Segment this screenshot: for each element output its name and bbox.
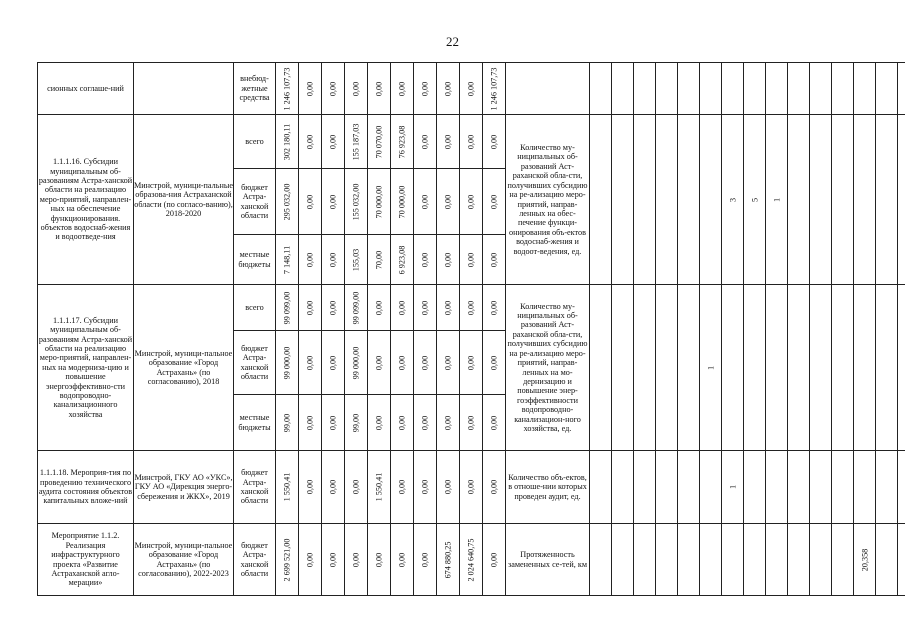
amount-value: 1 246 107,73 (282, 67, 292, 110)
indicator-value-cell (612, 451, 634, 524)
indicator-value: 3 (727, 197, 737, 202)
amount-cell (276, 169, 299, 235)
indicator-value-cell (854, 285, 876, 451)
amount-cell (460, 235, 483, 285)
amount-cell (483, 63, 506, 115)
indicator-value-cell (744, 63, 766, 115)
indicator-value-cell (612, 115, 634, 285)
amount-value: 0,00 (420, 252, 430, 267)
indicator-value-cell (854, 524, 876, 596)
indicator-value-cell (766, 285, 788, 451)
indicator-value-cell (744, 285, 766, 451)
indicator-value-cell (722, 524, 744, 596)
amount-value: 0,00 (328, 134, 338, 149)
amount-cell (299, 331, 322, 395)
amount-cell (322, 285, 345, 331)
indicator-cell: Протяженность замененных се-тей, км (506, 524, 590, 596)
table-row (38, 115, 905, 169)
indicator-value-cell (700, 63, 722, 115)
indicator-value: 5 (749, 197, 759, 202)
amount-value: 0,00 (374, 81, 384, 96)
funding-source-cell: бюджет Астра-ханской области (234, 331, 276, 395)
indicator-cell: Количество му-ниципальных об-разований Аст-раханской обла-сти, получивших субсидию на ре-ализацию меро-приятий, направ-ленных на мо-дернизацию и повышение энер-гоэффективности водопроводно-канализацион-ного хозяйства, ед. (506, 285, 590, 451)
indicator-value-cell (744, 451, 766, 524)
indicator-value-cell (744, 524, 766, 596)
amount-cell (368, 235, 391, 285)
indicator-value-cell (876, 524, 898, 596)
amount-cell (368, 451, 391, 524)
amount-value: 0,00 (489, 552, 499, 567)
amount-cell (276, 63, 299, 115)
amount-cell (299, 524, 322, 596)
amount-value: 70 000,00 (374, 185, 384, 218)
indicator-value-cell (766, 451, 788, 524)
amount-value: 0,00 (466, 300, 476, 315)
indicator-value-cell (700, 285, 722, 451)
amount-cell (460, 451, 483, 524)
amount-cell (437, 285, 460, 331)
funding-source-cell: бюджет Астра-ханской области (234, 524, 276, 596)
amount-cell (276, 235, 299, 285)
amount-cell (299, 395, 322, 451)
amount-value: 674 880,25 (443, 541, 453, 578)
amount-value: 0,00 (374, 415, 384, 430)
indicator-value-cell (590, 63, 612, 115)
indicator-cell: Количество му-ниципальных об-разований Аст-раханской обла-сти, получивших субсидию на ре-ализацию меро-приятий, направ-ленных на обес-печение функци-онирования объ-ектов водоснаб-жения и водоот-ведения, ед. (506, 115, 590, 285)
amount-value: 0,00 (397, 479, 407, 495)
amount-cell (322, 331, 345, 395)
funding-source-cell: бюджет Астра-ханской области (234, 169, 276, 235)
amount-cell (368, 285, 391, 331)
table-row (38, 451, 905, 524)
indicator-value-cell (788, 63, 810, 115)
indicator-value-cell (788, 115, 810, 285)
amount-value: 0,00 (305, 134, 315, 149)
funding-source-cell: внебюд-жетные средства (234, 63, 276, 115)
amount-cell (437, 63, 460, 115)
indicator-value-cell (810, 115, 832, 285)
amount-value: 0,00 (489, 355, 499, 370)
amount-cell (322, 63, 345, 115)
amount-cell (391, 63, 414, 115)
indicator-value-cell (788, 524, 810, 596)
amount-value: 0,00 (443, 194, 453, 209)
amount-value: 0,00 (328, 415, 338, 430)
amount-cell (391, 331, 414, 395)
amount-value: 0,00 (305, 415, 315, 430)
indicator-value-cell (898, 285, 905, 451)
indicator-value-cell (678, 524, 700, 596)
indicator-value-cell (634, 524, 656, 596)
indicator-value-cell (700, 115, 722, 285)
amount-cell (483, 331, 506, 395)
indicator-cell: Количество объ-ектов, в отноше-нии которых проведен аудит, ед. (506, 451, 590, 524)
funding-source-cell: всего (234, 115, 276, 169)
amount-value: 0,00 (328, 552, 338, 567)
amount-cell (437, 395, 460, 451)
amount-value: 0,00 (374, 552, 384, 567)
amount-cell (368, 169, 391, 235)
indicator-value-cell (612, 63, 634, 115)
indicator-value: 1 (771, 197, 781, 202)
amount-value: 6 923,08 (397, 245, 407, 274)
indicator-cell (506, 63, 590, 115)
indicator-value-cell (876, 285, 898, 451)
amount-value: 1 246 107,73 (489, 67, 499, 110)
amount-value: 0,00 (466, 479, 476, 495)
amount-cell (276, 115, 299, 169)
indicator-value-cell (634, 285, 656, 451)
amount-value: 0,00 (420, 81, 430, 96)
amount-cell (299, 451, 322, 524)
amount-cell (391, 285, 414, 331)
amount-value: 0,00 (420, 415, 430, 430)
indicator-value: 1 (705, 365, 715, 370)
indicator-value-cell (832, 285, 854, 451)
amount-value: 0,00 (466, 194, 476, 209)
amount-value: 0,00 (443, 300, 453, 315)
amount-value: 70 000,00 (397, 185, 407, 218)
indicator-value-cell (678, 115, 700, 285)
amount-value: 155 187,03 (351, 123, 361, 160)
amount-cell (483, 285, 506, 331)
amount-value: 2 024 640,75 (466, 538, 476, 581)
amount-cell (414, 169, 437, 235)
amount-cell (483, 169, 506, 235)
indicator-value-cell (766, 115, 788, 285)
amount-value: 0,00 (466, 415, 476, 430)
amount-value: 0,00 (305, 252, 315, 267)
amount-cell (368, 524, 391, 596)
indicator-value-cell (744, 115, 766, 285)
amount-value: 0,00 (328, 252, 338, 267)
amount-cell (414, 524, 437, 596)
indicator-value-cell (612, 524, 634, 596)
amount-cell (483, 524, 506, 596)
table-row (38, 285, 905, 331)
amount-cell (322, 395, 345, 451)
amount-cell (345, 331, 368, 395)
indicator-value: 20,358 (859, 548, 869, 571)
indicator-value-cell (656, 63, 678, 115)
indicator-value-cell (722, 63, 744, 115)
indicator-value-cell (898, 451, 905, 524)
indicator-value-cell (898, 63, 905, 115)
amount-cell (414, 285, 437, 331)
amount-cell (345, 451, 368, 524)
indicator-value-cell (832, 524, 854, 596)
executor-cell: Минстрой, муници-пальные образова-ния Астраханской области (по согласо-ванию), 2018-2020 (134, 115, 234, 285)
page-number: 22 (446, 34, 459, 49)
amount-cell (322, 115, 345, 169)
amount-cell (368, 331, 391, 395)
indicator-value-cell (788, 451, 810, 524)
amount-value: 99,00 (282, 413, 292, 432)
program-table (37, 62, 905, 596)
amount-value: 99 000,00 (282, 346, 292, 379)
amount-value: 0,00 (374, 355, 384, 370)
amount-cell (460, 395, 483, 451)
amount-value: 0,00 (328, 194, 338, 209)
amount-value: 0,00 (305, 81, 315, 96)
amount-cell (299, 285, 322, 331)
amount-cell (345, 115, 368, 169)
amount-value: 0,00 (397, 355, 407, 370)
amount-value: 0,00 (328, 355, 338, 370)
funding-source-cell: всего (234, 285, 276, 331)
amount-value: 2 699 521,00 (282, 538, 292, 581)
amount-value: 0,00 (351, 479, 361, 495)
amount-cell (391, 115, 414, 169)
amount-cell (299, 115, 322, 169)
amount-value: 0,00 (305, 194, 315, 209)
indicator-value-cell (634, 63, 656, 115)
indicator-value-cell (854, 63, 876, 115)
indicator-value-cell (590, 115, 612, 285)
amount-cell (483, 451, 506, 524)
amount-cell (276, 395, 299, 451)
amount-cell (414, 235, 437, 285)
amount-value: 99 000,00 (351, 346, 361, 379)
indicator-value-cell (788, 285, 810, 451)
indicator-value-cell (766, 524, 788, 596)
activity-cell: 1.1.1.18. Мероприя-тия по проведению технического аудита состояния объектов капитальных вложе-ний (38, 451, 134, 524)
indicator-value-cell (656, 524, 678, 596)
indicator-value-cell (854, 451, 876, 524)
funding-source-cell: местные бюджеты (234, 395, 276, 451)
indicator-value-cell (722, 115, 744, 285)
amount-cell (322, 235, 345, 285)
amount-value: 0,00 (443, 252, 453, 267)
activity-cell: 1.1.1.17. Субсидии муниципальным об-разованиям Астра-ханской области на реализацию меро-приятий, направлен-ных на модерниза-цию и повышение энергоэффективно-сти водопроводно-канализационного хозяйства (38, 285, 134, 451)
amount-cell (460, 169, 483, 235)
amount-value: 0,00 (466, 355, 476, 370)
amount-value: 0,00 (420, 355, 430, 370)
amount-cell (414, 395, 437, 451)
amount-cell (414, 63, 437, 115)
amount-value: 1 550,41 (282, 472, 292, 502)
executor-cell: Минстрой, муници-пальное образование «Город Астрахань» (по согласованию), 2022-2023 (134, 524, 234, 596)
amount-value: 0,00 (351, 552, 361, 567)
indicator-value-cell (656, 451, 678, 524)
amount-cell (460, 331, 483, 395)
amount-value: 76 923,08 (397, 125, 407, 158)
indicator-value-cell (590, 524, 612, 596)
amount-cell (391, 451, 414, 524)
indicator-value-cell (656, 115, 678, 285)
amount-cell (437, 235, 460, 285)
amount-cell (414, 115, 437, 169)
amount-cell (276, 331, 299, 395)
amount-cell (322, 169, 345, 235)
amount-cell (368, 63, 391, 115)
amount-cell (276, 524, 299, 596)
amount-cell (460, 524, 483, 596)
amount-value: 0,00 (489, 252, 499, 267)
indicator-value-cell (766, 63, 788, 115)
amount-cell (483, 115, 506, 169)
amount-cell (276, 451, 299, 524)
amount-value: 0,00 (420, 479, 430, 495)
indicator-value-cell (678, 63, 700, 115)
indicator-value-cell (832, 115, 854, 285)
amount-cell (276, 285, 299, 331)
indicator-value-cell (634, 451, 656, 524)
indicator-value-cell (832, 451, 854, 524)
table-row (38, 524, 905, 596)
amount-value: 0,00 (466, 252, 476, 267)
indicator-value-cell (876, 63, 898, 115)
amount-cell (391, 169, 414, 235)
amount-value: 0,00 (420, 552, 430, 567)
amount-value: 0,00 (305, 300, 315, 315)
funding-source-cell: бюджет Астра-ханской области (234, 451, 276, 524)
amount-value: 0,00 (443, 134, 453, 149)
indicator-value-cell (832, 63, 854, 115)
amount-value: 0,00 (351, 81, 361, 96)
indicator-value-cell (876, 451, 898, 524)
amount-value: 99,00 (351, 413, 361, 432)
amount-value: 0,00 (443, 479, 453, 495)
indicator-value-cell (722, 451, 744, 524)
amount-cell (299, 63, 322, 115)
executor-cell (134, 63, 234, 115)
amount-value: 302 180,11 (282, 123, 292, 160)
amount-value: 0,00 (305, 355, 315, 370)
amount-cell (414, 331, 437, 395)
indicator-value-cell (590, 451, 612, 524)
amount-value: 70,00 (374, 250, 384, 269)
amount-value: 0,00 (305, 552, 315, 567)
amount-cell (483, 235, 506, 285)
amount-cell (391, 235, 414, 285)
amount-value: 0,00 (466, 134, 476, 149)
amount-cell (437, 451, 460, 524)
indicator-value-cell (678, 285, 700, 451)
indicator-value-cell (854, 115, 876, 285)
amount-cell (345, 235, 368, 285)
indicator-value-cell (700, 524, 722, 596)
amount-value: 155,03 (351, 248, 361, 271)
activity-cell: 1.1.1.16. Субсидии муниципальным об-разованиям Астра-ханской области на реализацию меро-приятий, направлен-ных на обеспечение функционирования. объектов водоснаб-жения и водоотведе-ния (38, 115, 134, 285)
amount-value: 0,00 (328, 300, 338, 315)
amount-value: 70 070,00 (374, 125, 384, 158)
amount-cell (437, 524, 460, 596)
amount-cell (483, 395, 506, 451)
amount-value: 0,00 (443, 355, 453, 370)
amount-cell (368, 395, 391, 451)
indicator-value-cell (700, 451, 722, 524)
indicator-value-cell (678, 451, 700, 524)
amount-value: 0,00 (489, 300, 499, 315)
amount-value: 155 032,00 (351, 183, 361, 220)
amount-value: 295 032,00 (282, 183, 292, 220)
amount-value: 0,00 (328, 81, 338, 96)
indicator-value-cell (876, 115, 898, 285)
indicator-value-cell (722, 285, 744, 451)
activity-cell: сионных соглаше-ний (38, 63, 134, 115)
amount-value: 0,00 (420, 134, 430, 149)
indicator-value-cell (810, 285, 832, 451)
table-row (38, 63, 905, 115)
funding-source-cell: местные бюджеты (234, 235, 276, 285)
indicator-value-cell (656, 285, 678, 451)
amount-cell (322, 451, 345, 524)
executor-cell: Минстрой, муници-пальное образование «Город Астрахань» (по согласованию), 2018 (134, 285, 234, 451)
indicator-value-cell (612, 285, 634, 451)
amount-cell (345, 63, 368, 115)
amount-value: 0,00 (420, 194, 430, 209)
amount-value: 0,00 (443, 415, 453, 430)
amount-cell (460, 63, 483, 115)
amount-value: 0,00 (305, 479, 315, 495)
amount-value: 0,00 (489, 194, 499, 209)
amount-cell (299, 169, 322, 235)
amount-value: 0,00 (328, 479, 338, 495)
amount-value: 0,00 (397, 300, 407, 315)
indicator-value-cell (634, 115, 656, 285)
amount-cell (345, 169, 368, 235)
amount-cell (391, 524, 414, 596)
amount-cell (368, 115, 391, 169)
amount-cell (322, 524, 345, 596)
amount-cell (437, 115, 460, 169)
amount-cell (299, 235, 322, 285)
amount-value: 0,00 (489, 479, 499, 495)
amount-value: 0,00 (397, 415, 407, 430)
amount-value: 7 148,11 (282, 245, 292, 274)
executor-cell: Минстрой, ГКУ АО «УКС», ГКУ АО «Дирекция энерго-сбережения и ЖКХ», 2019 (134, 451, 234, 524)
amount-value: 99 099,00 (282, 291, 292, 324)
amount-cell (460, 285, 483, 331)
amount-value: 0,00 (420, 300, 430, 315)
amount-value: 0,00 (489, 134, 499, 149)
amount-value: 0,00 (489, 415, 499, 430)
amount-cell (345, 395, 368, 451)
amount-cell (345, 285, 368, 331)
amount-cell (437, 331, 460, 395)
amount-value: 0,00 (374, 300, 384, 315)
amount-cell (391, 395, 414, 451)
amount-value: 99 099,00 (351, 291, 361, 324)
indicator-value: 1 (727, 484, 737, 490)
amount-cell (345, 524, 368, 596)
amount-value: 0,00 (397, 552, 407, 567)
amount-value: 0,00 (466, 81, 476, 96)
indicator-value-cell (810, 524, 832, 596)
activity-cell: Мероприятие 1.1.2. Реализация инфраструктурного проекта «Развитие Астраханской агло-мерации» (38, 524, 134, 596)
amount-value: 0,00 (443, 81, 453, 96)
amount-value: 1 550,41 (374, 472, 384, 502)
indicator-value-cell (810, 451, 832, 524)
indicator-value-cell (590, 285, 612, 451)
indicator-value-cell (898, 524, 905, 596)
amount-cell (437, 169, 460, 235)
indicator-value-cell (810, 63, 832, 115)
indicator-value-cell (898, 115, 905, 285)
amount-cell (460, 115, 483, 169)
amount-value: 0,00 (397, 81, 407, 96)
amount-cell (414, 451, 437, 524)
